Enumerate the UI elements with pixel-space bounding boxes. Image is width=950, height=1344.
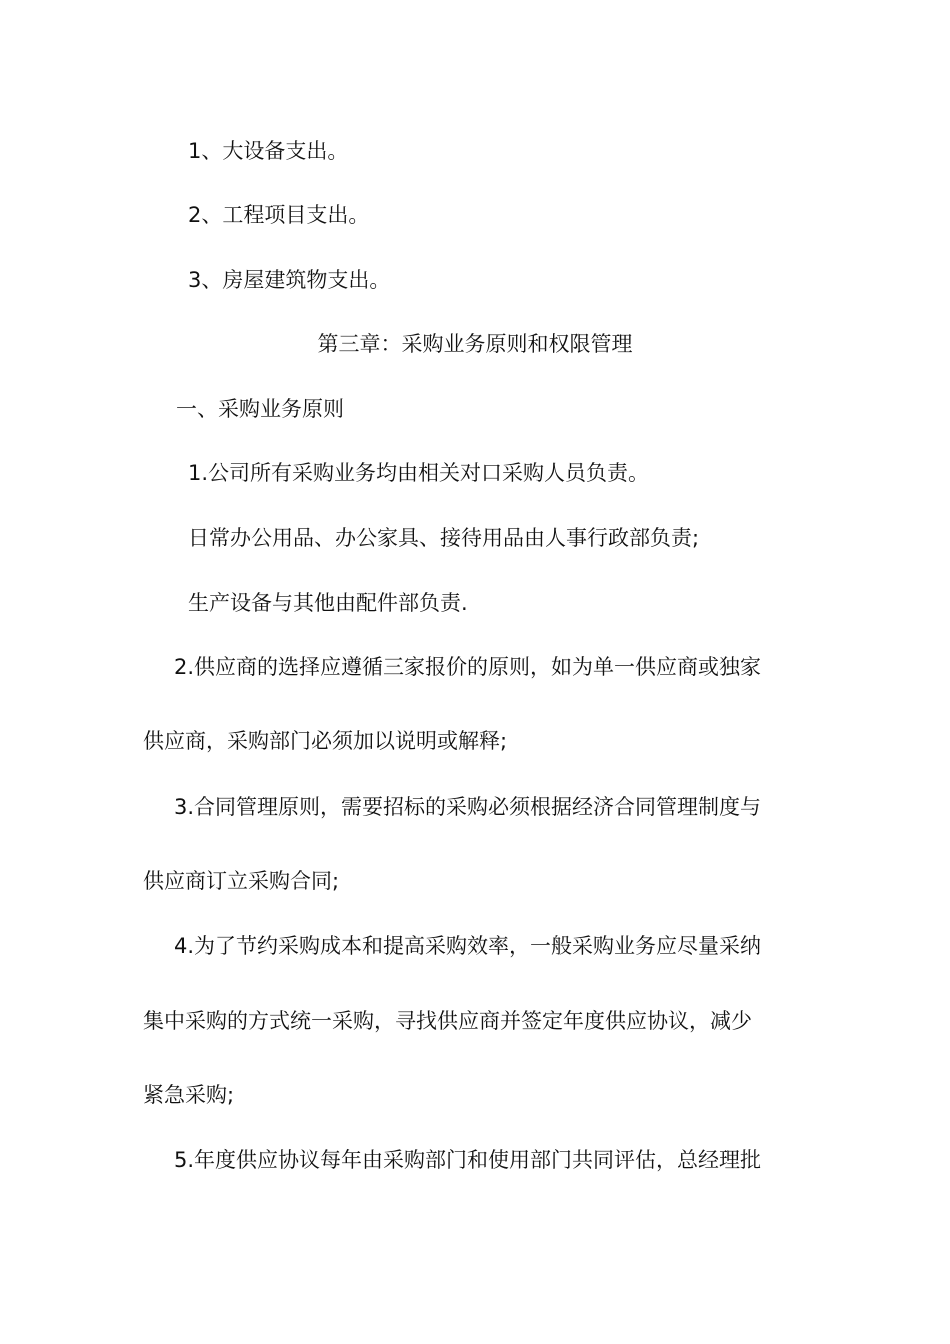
principle-5-line-1: 5.年度供应协议每年由采购部门和使用部门共同评估，总经理批 — [174, 1148, 762, 1172]
list-item-2: 2、工程项目支出。 — [188, 203, 370, 227]
principle-4-line-1: 4.为了节约采购成本和提高采购效率，一般采购业务应尽量采纳 — [174, 934, 762, 958]
principle-3-line-1: 3.合同管理原则，需要招标的采购必须根据经济合同管理制度与 — [174, 795, 762, 819]
principle-2-line-2: 供应商，采购部门必须加以说明或解释; — [143, 729, 508, 753]
principle-4-line-2: 集中采购的方式统一采购，寻找供应商并签定年度供应协议，减少 — [143, 1009, 752, 1033]
principle-3-line-2: 供应商订立采购合同; — [143, 869, 340, 893]
section-title: 一、采购业务原则 — [176, 397, 344, 421]
principle-1-line-2: 日常办公用品、办公家具、接待用品由人事行政部负责; — [188, 526, 700, 550]
list-item-3: 3、房屋建筑物支出。 — [188, 268, 391, 292]
list-item-1: 1、大设备支出。 — [188, 139, 349, 163]
principle-2-line-1: 2.供应商的选择应遵循三家报价的原则，如为单一供应商或独家 — [174, 655, 762, 679]
principle-4-line-3: 紧急采购; — [143, 1083, 235, 1107]
chapter-title: 第三章：采购业务原则和权限管理 — [317, 332, 633, 356]
principle-1-line-3: 生产设备与其他由配件部负责. — [188, 591, 468, 615]
principle-1-line-1: 1.公司所有采购业务均由相关对口采购人员负责。 — [188, 461, 650, 485]
